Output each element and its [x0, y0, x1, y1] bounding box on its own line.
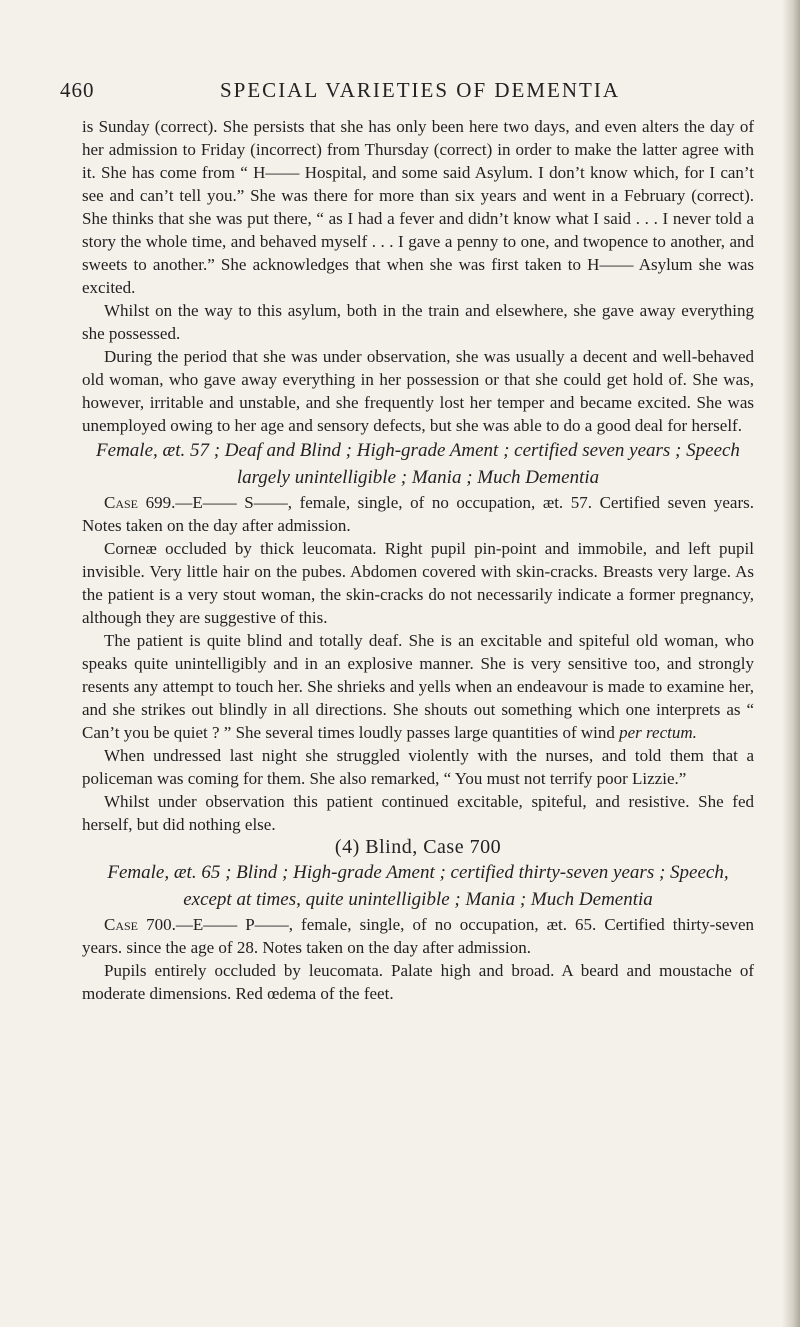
case-699-intro-text: —E—— S——, female, single, of no occupation, æt. 57. Certified seven years. Notes taken on the day after admission. [82, 493, 754, 535]
case-700-intro [82, 913, 754, 959]
case-700-heading: Female, æt. 65 ; Blind ; High-grade Ament ; certified thirty-seven years ; Speech, except at times, quite unintelligible ; Mania ; Much Dementia [107, 862, 729, 910]
case-699-heading: Female, æt. 57 ; Deaf and Blind ; High-grade Ament ; certified seven years ; Speech largely unintelligible ; Mania ; Much Dementia [96, 440, 740, 488]
case-699-label: Case 699. [104, 493, 176, 512]
page-number: 460 [60, 78, 95, 102]
case-699-undressed: When undressed last night she struggled violently with the nurses, and told them that a policeman was coming for them. She also remarked, “ You must not terrify poor Lizzie.” [82, 746, 754, 788]
case-699-latin-term: per rectum. [619, 723, 697, 742]
case-699-intro [82, 491, 754, 537]
case-700-physical: Pupils entirely occluded by leucomata. Palate high and broad. A beard and moustache of moderate dimensions. Red œdema of the feet. [82, 961, 754, 1003]
body-text [82, 115, 754, 1005]
case-699-behaviour [82, 629, 754, 744]
section-title: (4) Blind, Case 700 [334, 836, 502, 858]
paragraph-observation: During the period that she was under observation, she was usually a decent and well-behaved old woman, who gave away everything in her possession or that she could get hold of. She was, however, irritable and unstable, and she frequently lost her temper and became excited. She was unemployed owing to her age and sensory defects, but she was able to do a good deal for herself. [82, 347, 754, 435]
page-header [60, 78, 760, 108]
case-700-label: Case 700. [104, 915, 176, 934]
paragraph-journey: Whilst on the way to this asylum, both in the train and elsewhere, she gave away everything she possessed. [82, 301, 754, 343]
running-head: SPECIAL VARIETIES OF DEMENTIA [220, 78, 621, 102]
case-699-outcome: Whilst under observation this patient continued excitable, spiteful, and resistive. She fed herself, but did nothing else. [82, 792, 754, 834]
case-699-behaviour-text: The patient is quite blind and totally deaf. She is an excitable and spiteful old woman, who speaks quite unintelligibly and in an explosive manner. She is very sensitive too, and strongly resents any attempt to touch her. She shrieks and yells when an endeavour is made to examine her, and she strikes out blindly in all directions. She shouts out something which one interprets as “ Can’t you be quiet ? ” She several times loudly passes large quantities of wind [82, 631, 754, 742]
paragraph-continuation: is Sunday (correct). She persists that she has only been here two days, and even alters the day of her admission to Friday (incorrect) from Thursday (correct) in order to make the latter agree with it. She has come from “ H—— Hospital, and some said Asylum. I don’t know which, for I can’t see and can’t tell you.” She was there for more than six years and went in a February (correct). She thinks that she was put there, “ as I had a fever and didn’t know what I said . . . I never told a story the whole time, and behaved myself . . . I gave a penny to one, and twopence to another, and sweets to another.” She acknowledges that when she was first taken to H—— Asylum she was excited. [82, 117, 754, 297]
case-699-physical: Corneæ occluded by thick leucomata. Right pupil pin-point and immobile, and left pupil invisible. Very little hair on the pubes. Abdomen covered with skin-cracks. Breasts very large. As the patient is a very stout woman, the skin-cracks do not necessarily indicate a former pregnancy, although they are suggestive of this. [82, 539, 754, 627]
case-700-intro-text: —E—— P——, female, single, of no occupation, æt. 65. Certified thirty-seven years. since the age of 28. Notes taken on the day after admission. [82, 915, 754, 957]
page-edge-shadow [782, 0, 800, 1327]
